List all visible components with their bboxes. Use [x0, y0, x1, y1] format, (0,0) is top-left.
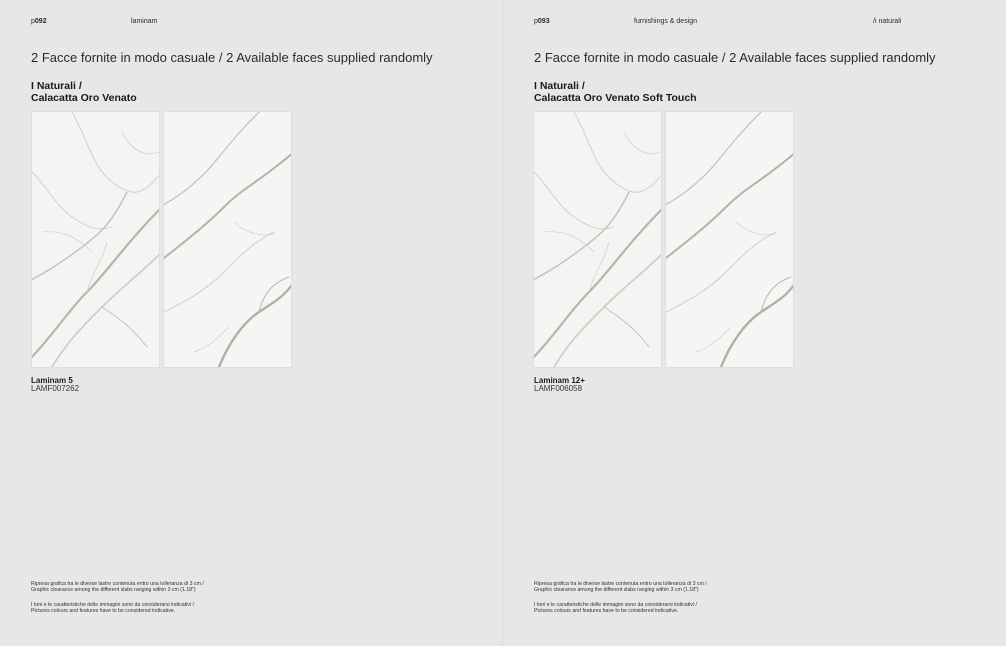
product-code: LAMF006058: [534, 384, 583, 393]
footnote-line: Pictures colours and features have to be considered indicative.: [31, 608, 176, 615]
product-code: LAMF007262: [31, 384, 80, 393]
series-title: [534, 81, 697, 104]
page-number: p092: [31, 18, 47, 25]
marble-slab-face-b: [666, 112, 793, 367]
marble-slab-face-a: [534, 112, 661, 367]
marble-slab-face-a: [32, 112, 159, 367]
product-name: Laminam 5: [31, 376, 73, 385]
page-number: p093: [534, 18, 550, 25]
right-page: [503, 0, 1006, 646]
series-finish: Calacatta Oro Venato Soft Touch: [534, 91, 697, 104]
footnote-disclaimer: [31, 602, 194, 615]
series-finish: Calacatta Oro Venato: [31, 91, 137, 104]
section-label: laminam: [131, 18, 158, 25]
footnote-line: Graphic clearance among the different slabs ranging within 3 cm (1.18"): [31, 587, 196, 594]
footnote-line: Ripresa grafica tra le diverse lastre contenuta entro una tolleranza di 3 cm /: [31, 581, 204, 587]
footnote-line: Ripresa grafica tra le diverse lastre contenuta entro una tolleranza di 3 cm /: [534, 581, 707, 587]
footnote-clearance: [534, 581, 707, 594]
collection-label: /i naturali: [873, 18, 902, 25]
series-collection: I Naturali /: [31, 80, 82, 92]
footnote-disclaimer: [534, 602, 697, 615]
faces-tagline: 2 Facce fornite in modo casuale / 2 Available faces supplied randomly: [31, 50, 433, 65]
section-label: furnishings & design: [634, 18, 698, 25]
footnote-line: Pictures colours and features have to be considered indicative.: [534, 608, 679, 615]
footnote-line: I toni e le caratteristiche delle immagini sono da considerarsi indicativi /: [31, 602, 194, 608]
footnote-line: I toni e le caratteristiche delle immagini sono da considerarsi indicativi /: [534, 602, 697, 608]
faces-tagline: 2 Facce fornite in modo casuale / 2 Available faces supplied randomly: [534, 50, 936, 65]
footnote-clearance: [31, 581, 204, 594]
marble-slab-face-b: [164, 112, 291, 367]
footnote-line: Graphic clearance among the different slabs ranging within 3 cm (1.18"): [534, 587, 699, 594]
series-title: [31, 81, 137, 104]
series-collection: I Naturali /: [534, 80, 585, 92]
product-name: Laminam 12+: [534, 376, 585, 385]
